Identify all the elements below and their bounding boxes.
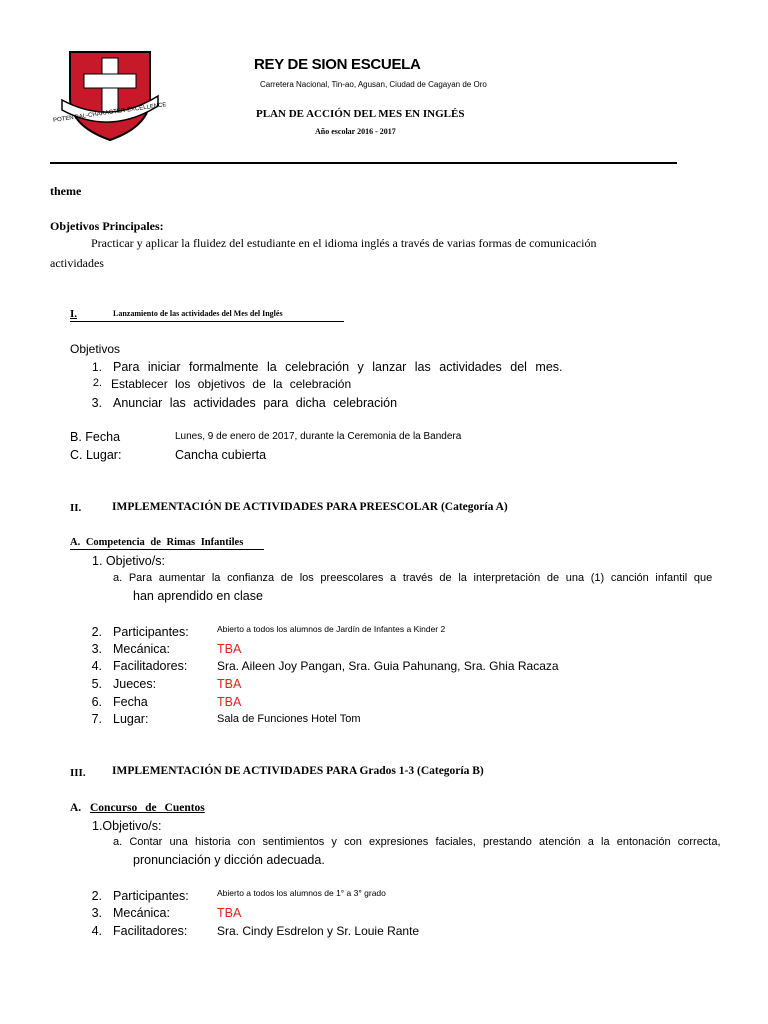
s2-row-num: 7. — [91, 712, 102, 726]
s3-row-num: 2. — [91, 889, 102, 903]
school-year: Año escolar 2016 - 2017 — [315, 127, 396, 136]
theme-label: theme — [50, 184, 82, 198]
s2-objective-label: 1. Objetivo/s: — [92, 554, 165, 568]
s1-lugar-value: Cancha cubierta — [175, 448, 267, 462]
s3-row-label: Facilitadores: — [113, 924, 188, 938]
section-2-sub-a-underline — [70, 549, 264, 550]
s3-row-value: Sra. Cindy Esdrelon y Sr. Louie Rante — [217, 924, 420, 938]
s2-row-label: Mecánica: — [113, 642, 170, 656]
s1-item-1-text: Para iniciar formalmente la celebración y lanzar las actividades del mes. — [113, 360, 563, 374]
s2-row-num: 6. — [91, 695, 102, 709]
section-3-roman: III. — [70, 767, 86, 779]
section-1-objectives-label: Objetivos — [70, 342, 121, 356]
s2-row-value-tba: TBA — [217, 695, 242, 709]
school-address: Carretera Nacional, Tin-ao, Agusan, Ciudad de Cagayan de Oro — [260, 80, 487, 89]
header-divider — [50, 162, 677, 164]
section-2-sub-a: A. Competencia de Rimas Infantiles — [70, 537, 244, 548]
s3-objective-label: 1.Objetivo/s: — [92, 819, 162, 833]
s2-row-value-tba: TBA — [217, 642, 242, 656]
s3-row-label: Participantes: — [113, 889, 189, 903]
s2-row-value: Abierto a todos los alumnos de Jardín de Infantes a Kinder 2 — [217, 624, 446, 634]
s3-row-label: Mecánica: — [113, 906, 170, 920]
s3-row-num: 4. — [91, 924, 102, 938]
s2-row-label: Fecha — [113, 695, 148, 709]
s1-fecha-value: Lunes, 9 de enero de 2017, durante la Ceremonia de la Bandera — [175, 431, 462, 442]
svg-text:POTENTIAL-CHARACTER-EXCELLENCE: POTENTIAL-CHARACTER-EXCELLENCE — [52, 102, 167, 124]
s3-objective-a-line-2: pronunciación y dicción adecuada. — [133, 853, 325, 867]
s2-row-num: 5. — [91, 677, 102, 691]
s2-row-num: 2. — [91, 625, 102, 639]
section-1-roman: I. — [70, 308, 78, 320]
s1-item-3-num: 3. — [91, 396, 102, 410]
s2-row-value: Sala de Funciones Hotel Tom — [217, 713, 361, 725]
school-crest-logo — [52, 48, 167, 143]
s2-row-value: Sra. Aileen Joy Pangan, Sra. Guia Pahunang, Sra. Ghia Racaza — [217, 659, 559, 673]
s2-row-label: Facilitadores: — [113, 659, 188, 673]
s3-row-num: 3. — [91, 906, 102, 920]
section-3-sub-a: Concurso de Cuentos — [90, 802, 205, 814]
section-3-sub-a-letter: A. — [70, 802, 82, 814]
objectives-heading: Objetivos Principales: — [50, 219, 164, 233]
s2-row-label: Participantes: — [113, 625, 189, 639]
section-1-underline — [70, 321, 344, 322]
section-2-roman: II. — [70, 502, 82, 514]
s1-item-2-num: 2. — [92, 377, 102, 389]
s2-row-label: Lugar: — [113, 712, 149, 726]
s1-item-1-num: 1. — [91, 360, 102, 374]
s2-row-num: 4. — [91, 659, 102, 673]
s3-row-value: Abierto a todos los alumnos de 1° a 3° grado — [217, 888, 386, 898]
s2-row-label: Jueces: — [113, 677, 157, 691]
s2-objective-a-line-2: han aprendido en clase — [133, 589, 263, 603]
s2-row-num: 3. — [91, 642, 102, 656]
s1-item-3-text: Anunciar las actividades para dicha celebración — [113, 396, 398, 410]
school-name: REY DE SION ESCUELA — [254, 56, 421, 73]
s3-row-value-tba: TBA — [217, 906, 242, 920]
s2-objective-a-line-1: a. Para aumentar la confianza de los preescolares a través de la interpretación de una (1) canción infantil que — [113, 572, 713, 584]
objectives-line-1: Practicar y aplicar la fluidez del estudiante en el idioma inglés a través de varias formas de comunicación — [91, 236, 597, 250]
s1-item-2-text: Establecer los objetivos de la celebración — [111, 377, 352, 391]
section-2-title: IMPLEMENTACIÓN DE ACTIVIDADES PARA PREESCOLAR (Categoría A) — [112, 501, 508, 513]
section-1-title: Lanzamiento de las actividades del Mes del Inglés — [113, 309, 283, 318]
s2-row-value-tba: TBA — [217, 677, 242, 691]
section-3-title: IMPLEMENTACIÓN DE ACTIVIDADES PARA Grados 1-3 (Categoría B) — [112, 765, 484, 777]
s3-objective-a-line-1: a. Contar una historia con sentimientos y con expresiones faciales, prestando atención a la entonación correcta, — [113, 836, 721, 848]
s1-lugar-label: C. Lugar: — [70, 448, 122, 462]
s1-fecha-label: B. Fecha — [70, 430, 121, 444]
plan-title: PLAN DE ACCIÓN DEL MES EN INGLÉS — [256, 108, 465, 120]
objectives-line-2: actividades — [50, 256, 104, 270]
